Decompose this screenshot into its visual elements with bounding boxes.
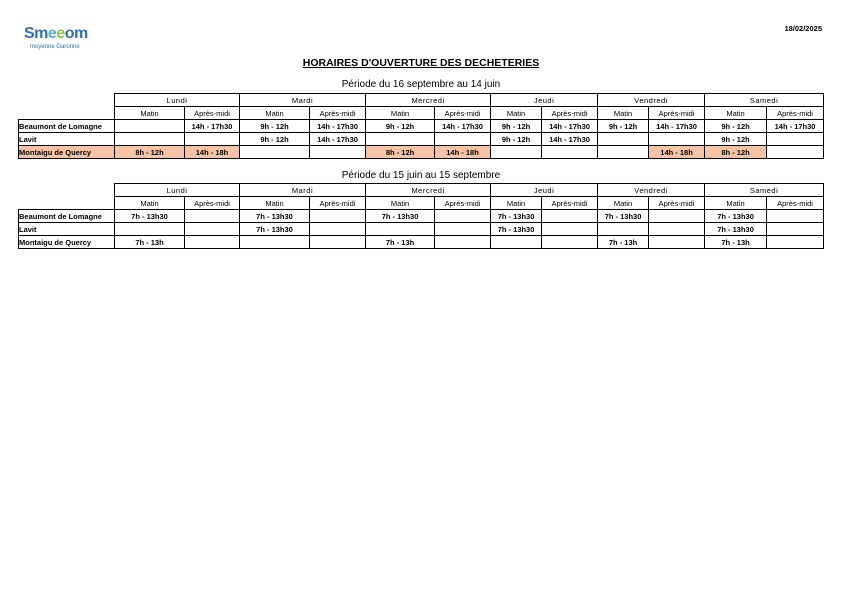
site-name: Montaigu de Quercy [19,236,115,249]
schedule-cell: 7h - 13h30 [705,210,767,223]
schedule-cell: 7h - 13h [705,236,767,249]
afternoon-header: Après-midi [185,197,240,210]
schedule-cell [366,133,435,146]
schedule-cell: 14h - 17h30 [542,120,598,133]
schedule-cell: 14h - 18h [185,146,240,159]
table-row [19,120,824,133]
morning-header: Matin [366,197,435,210]
schedule-cell: 7h - 13h30 [705,223,767,236]
day-header-row [19,184,824,197]
schedule-cell: 7h - 13h30 [598,210,649,223]
day-header: Lundi [115,184,240,197]
schedule-cell [366,223,435,236]
day-header-row [19,94,824,107]
schedule-cell [767,133,824,146]
day-header: Mardi [240,184,366,197]
schedule-cell [491,236,542,249]
schedule-cell [767,236,824,249]
schedule-cell: 14h - 17h30 [310,133,366,146]
schedule-cell [435,223,491,236]
schedule-cell [542,210,598,223]
schedule-cell: 9h - 12h [705,133,767,146]
corner-cell [19,107,115,120]
logo-subtitle: moyenne Garonne [30,44,80,50]
schedule-cell: 8h - 12h [115,146,185,159]
logo-part: e [56,25,65,42]
document-date: 18/02/2025 [784,24,822,33]
schedule-cell: 7h - 13h30 [366,210,435,223]
schedule-cell [310,146,366,159]
afternoon-header: Après-midi [310,197,366,210]
corner-cell [19,184,115,197]
table-row [19,236,824,249]
schedule-cell [185,223,240,236]
schedule-cell: 8h - 12h [366,146,435,159]
schedule-table-winter [18,93,824,159]
morning-header: Matin [115,107,185,120]
site-name: Lavit [19,133,115,146]
schedule-cell: 14h - 17h30 [767,120,824,133]
schedule-cell [491,146,542,159]
schedule-cell: 9h - 12h [240,133,310,146]
day-header: Mercredi [366,184,491,197]
schedule-cell: 9h - 12h [491,133,542,146]
afternoon-header: Après-midi [649,197,705,210]
schedule-cell [542,223,598,236]
site-name: Lavit [19,223,115,236]
schedule-cell [240,236,310,249]
schedule-cell [767,146,824,159]
schedule-cell [310,223,366,236]
afternoon-header: Après-midi [435,197,491,210]
logo-wordmark [24,26,104,42]
schedule-cell [598,133,649,146]
period-title-winter: Période du 16 septembre au 14 juin [341,79,501,90]
morning-header: Matin [366,107,435,120]
schedule-cell: 9h - 12h [491,120,542,133]
table-row [19,223,824,236]
schedule-cell [310,210,366,223]
schedule-cell [649,133,705,146]
schedule-cell: 7h - 13h30 [491,223,542,236]
morning-header: Matin [491,197,542,210]
schedule-table-summer [18,183,824,249]
schedule-cell: 14h - 18h [435,146,491,159]
morning-header: Matin [240,107,310,120]
schedule-cell [649,210,705,223]
day-header: Mardi [240,94,366,107]
schedule-cell [435,133,491,146]
afternoon-header: Après-midi [435,107,491,120]
morning-header: Matin [598,107,649,120]
schedule-cell [115,133,185,146]
morning-header: Matin [491,107,542,120]
schedule-cell: 14h - 17h30 [649,120,705,133]
schedule-cell [767,210,824,223]
schedule-cell [767,223,824,236]
schedule-cell: 9h - 12h [240,120,310,133]
morning-header: Matin [598,197,649,210]
afternoon-header: Après-midi [185,107,240,120]
schedule-cell: 7h - 13h [598,236,649,249]
morning-header: Matin [705,197,767,210]
schedule-cell: 14h - 17h30 [185,120,240,133]
schedule-cell [310,236,366,249]
table-row [19,210,824,223]
schedule-cell [435,210,491,223]
day-header: Jeudi [491,94,598,107]
day-header: Vendredi [598,184,705,197]
day-header: Samedi [705,184,824,197]
morning-header: Matin [240,197,310,210]
schedule-cell [598,223,649,236]
schedule-cell: 14h - 18h [649,146,705,159]
schedule-cell [185,133,240,146]
day-header: Vendredi [598,94,705,107]
table-row [19,146,824,159]
smeeom-logo [24,26,104,50]
logo-part: Sm [24,25,48,42]
schedule-cell: 7h - 13h [115,236,185,249]
period-header-row [19,107,824,120]
afternoon-header: Après-midi [310,107,366,120]
schedule-cell: 7h - 13h30 [491,210,542,223]
schedule-cell [649,223,705,236]
schedule-cell: 14h - 17h30 [310,120,366,133]
afternoon-header: Après-midi [767,107,824,120]
schedule-cell [649,236,705,249]
schedule-cell [598,146,649,159]
schedule-cell [115,223,185,236]
schedule-cell: 7h - 13h30 [240,223,310,236]
day-header: Jeudi [491,184,598,197]
period-header-row [19,197,824,210]
schedule-cell [435,236,491,249]
afternoon-header: Après-midi [649,107,705,120]
schedule-cell [185,236,240,249]
schedule-cell [185,210,240,223]
afternoon-header: Après-midi [542,107,598,120]
schedule-cell: 9h - 12h [705,120,767,133]
site-name: Beaumont de Lomagne [19,210,115,223]
schedule-cell [542,236,598,249]
schedule-cell: 7h - 13h30 [240,210,310,223]
schedule-cell: 7h - 13h [366,236,435,249]
afternoon-header: Après-midi [767,197,824,210]
schedule-cell: 14h - 17h30 [435,120,491,133]
schedule-cell [542,146,598,159]
afternoon-header: Après-midi [542,197,598,210]
schedule-cell: 7h - 13h30 [115,210,185,223]
day-header: Samedi [705,94,824,107]
schedule-cell: 14h - 17h30 [542,133,598,146]
day-header: Mercredi [366,94,491,107]
period-title-summer: Période du 15 juin au 15 septembre [341,170,501,181]
corner-cell [19,94,115,107]
table-row [19,133,824,146]
schedule-cell: 9h - 12h [598,120,649,133]
logo-part: e [47,25,57,42]
site-name: Beaumont de Lomagne [19,120,115,133]
day-header: Lundi [115,94,240,107]
morning-header: Matin [115,197,185,210]
schedule-cell [240,146,310,159]
schedule-cell: 9h - 12h [366,120,435,133]
corner-cell [19,197,115,210]
schedule-cell: 8h - 12h [705,146,767,159]
schedule-cell [115,120,185,133]
site-name: Montaigu de Quercy [19,146,115,159]
morning-header: Matin [705,107,767,120]
logo-part: om [64,25,88,42]
page-title: HORAIRES D'OUVERTURE DES DECHETERIES [302,57,540,69]
